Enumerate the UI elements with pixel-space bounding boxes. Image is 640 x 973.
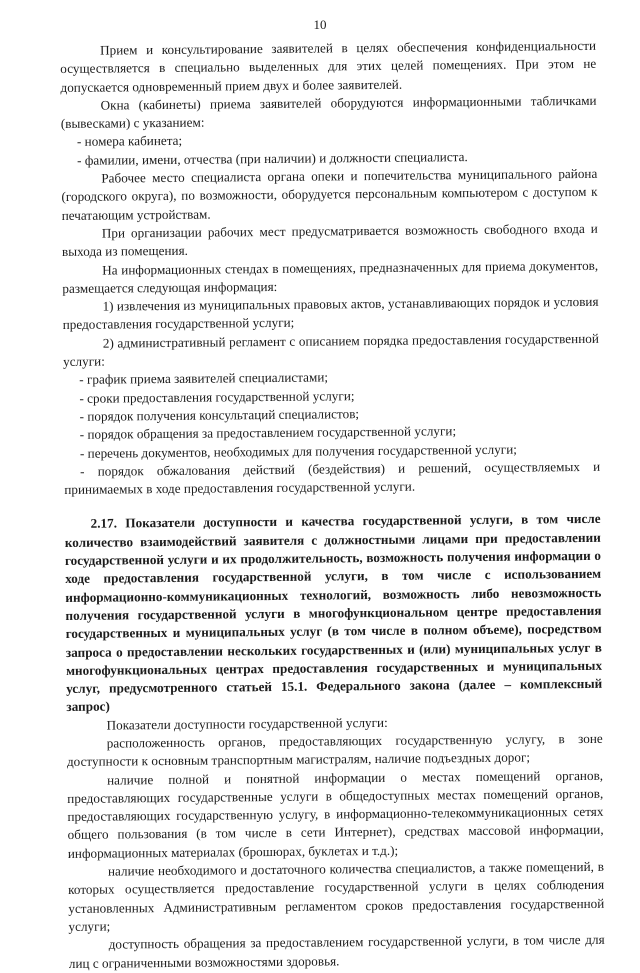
paragraph: доступность обращения за предоставлением государственной услуги, в том числе для лиц с ограниченными возможностями здоровья. <box>68 932 605 971</box>
document-body <box>60 37 605 973</box>
list-item: - номера кабинета; <box>76 133 183 150</box>
paragraph: Прием и консультирование заявителей в целях обеспечения конфиденциальности осуществляется в специально выделенных для этих целей помещениях. При этом не допускается одновременный прием двух и более заявителей. <box>60 37 597 95</box>
paragraph: Показатели доступности государственной услуги: <box>106 714 388 733</box>
list-item: 2) административный регламент с описанием порядка предоставления государственной услуги: <box>62 330 599 370</box>
paragraph: наличие полной и понятной информации о местах помещений органов, предоставляющих государственные услуги в общедоступных местах помещений органов, предоставляющих государственную услугу, в информационно-телекоммуникационных сетях общего пользования (в том числе в сети Интернет), средствах массовой информации, информационных материалах (брошюрах, буклетах и т.д.); <box>67 767 604 861</box>
paragraph: При организации рабочих мест предусматривается возможность свободного входа и выхода из помещения. <box>61 220 598 260</box>
page-number: 10 <box>313 17 327 32</box>
list-item: - сроки предоставления государственной услуги; <box>79 387 355 406</box>
paragraph: Окна (кабинеты) приема заявителей оборудуются информационными табличками (вывесками) с указанием: <box>60 92 597 132</box>
list-item: - перечень документов, необходимых для получения государственной услуги; <box>79 441 517 461</box>
paragraph: наличие необходимого и достаточного количества специалистов, а также помещений, в которых осуществляется предоставление государственной услуги в целях соблюдения установленных Административным регламентом сроков предоставления государственной услуги; <box>68 858 605 934</box>
section-heading: 2.17. Показатели доступности и качества государственной услуги, в том числе количество взаимодействий заявителя с должностными лицами при предоставлении государственной услуги и их продолжительность, возможность получения информации о ходе предоставления государственной услуги, в том числе с использованием информационно-коммуникационных технологий, возможность либо невозможность получения государственной услуги в многофункциональном центре предоставления государственных и муниципальных услуг (в том числе в полном объеме), посредством запроса о предоставлении нескольких государственных и (или) муниципальных услуг в многофункциональных центрах предоставления государственных и муниципальных услуг, предусмотренного статьей 15.1. Федерального закона (далее – комплексный запрос) <box>64 511 603 715</box>
list-item: 1) извлечения из муниципальных правовых актов, устанавливающих порядок и условия предоставления государственной услуги; <box>62 293 599 333</box>
list-item: - график приема заявителей специалистами; <box>79 369 329 388</box>
list-item: - порядок обжалования действий (бездействия) и решений, осуществляемых и принимаемых в ходе предоставления государственной услуги. <box>64 458 601 498</box>
paragraph: На информационных стендах в помещениях, предназначенных для приема документов, размещается следующая информация: <box>62 257 599 296</box>
list-item: - порядок получения консультаций специалистов; <box>79 406 360 424</box>
paragraph: расположенность органов, предоставляющих государственную услугу, в зоне доступности к основным транспортным магистралям, наличие подъездных дорог; <box>66 730 603 770</box>
list-item: - порядок обращения за предоставлением государственной услуги; <box>79 423 457 443</box>
paragraph: Рабочее место специалиста органа опеки и попечительства муниципального района (городского округа), по возможности, оборудуется персональным компьютером с доступом к печатающим устройствам. <box>61 165 598 223</box>
list-item: - фамилии, имени, отчества (при наличии) и должности специалиста. <box>77 148 468 168</box>
